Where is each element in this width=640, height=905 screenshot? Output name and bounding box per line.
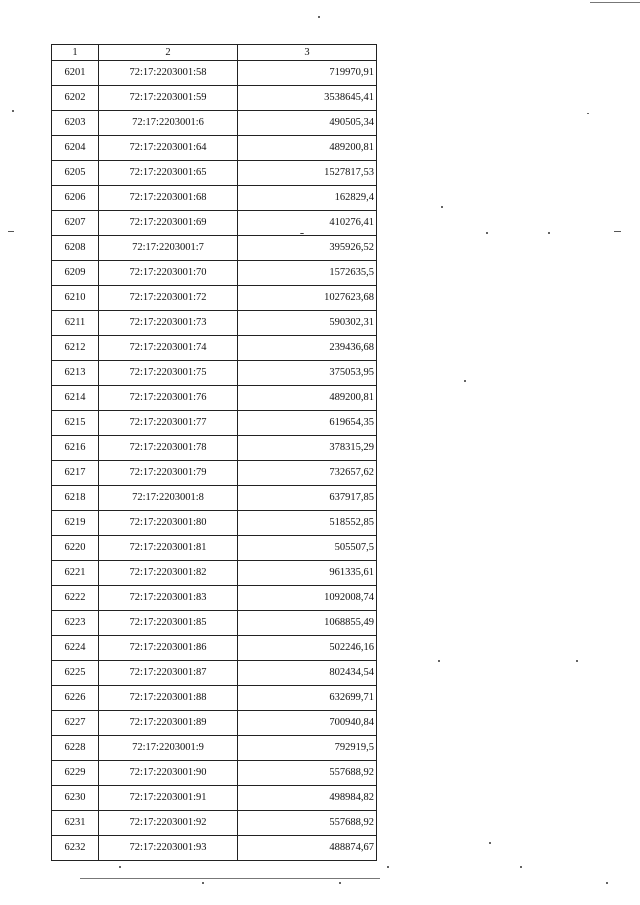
value-cell: 498984,82 [238, 786, 377, 811]
scan-edge-line-bottom [80, 878, 380, 879]
row-number-cell: 6201 [52, 61, 99, 86]
row-number-cell: 6215 [52, 411, 99, 436]
cadastral-number-cell: 72:17:2203001:88 [99, 686, 238, 711]
table-row [52, 161, 377, 186]
cadastral-number-cell: 72:17:2203001:76 [99, 386, 238, 411]
row-number-cell: 6204 [52, 136, 99, 161]
cadastral-number-cell: 72:17:2203001:83 [99, 586, 238, 611]
value-cell: 619654,35 [238, 411, 377, 436]
cadastral-number-cell: 72:17:2203001:9 [99, 736, 238, 761]
table-row [52, 661, 377, 686]
table-row [52, 86, 377, 111]
cadastral-number-cell: 72:17:2203001:59 [99, 86, 238, 111]
cadastral-number-cell: 72:17:2203001:92 [99, 811, 238, 836]
row-number-cell: 6224 [52, 636, 99, 661]
value-cell: 489200,81 [238, 386, 377, 411]
scan-speck [438, 660, 440, 662]
row-number-cell: 6211 [52, 311, 99, 336]
cadastral-number-cell: 72:17:2203001:91 [99, 786, 238, 811]
row-number-cell: 6223 [52, 611, 99, 636]
row-number-cell: 6227 [52, 711, 99, 736]
scan-speck [464, 380, 466, 382]
scan-speck [318, 16, 320, 18]
scan-speck [576, 660, 578, 662]
cadastral-number-cell: 72:17:2203001:6 [99, 111, 238, 136]
table-row [52, 361, 377, 386]
scan-speck [606, 882, 608, 884]
table-row [52, 511, 377, 536]
cadastral-number-cell: 72:17:2203001:85 [99, 611, 238, 636]
scan-speck [441, 206, 443, 208]
row-number-cell: 6203 [52, 111, 99, 136]
row-number-cell: 6206 [52, 186, 99, 211]
value-cell: 239436,68 [238, 336, 377, 361]
value-cell: 792919,5 [238, 736, 377, 761]
row-number-cell: 6217 [52, 461, 99, 486]
row-number-cell: 6220 [52, 536, 99, 561]
value-cell: 590302,31 [238, 311, 377, 336]
cadastral-number-cell: 72:17:2203001:7 [99, 236, 238, 261]
value-cell: 502246,16 [238, 636, 377, 661]
cadastral-number-cell: 72:17:2203001:87 [99, 661, 238, 686]
table-row [52, 411, 377, 436]
row-number-cell: 6213 [52, 361, 99, 386]
value-cell: 488874,67 [238, 836, 377, 861]
row-number-cell: 6216 [52, 436, 99, 461]
row-number-cell: 6212 [52, 336, 99, 361]
value-cell: 1572635,5 [238, 261, 377, 286]
table-row [52, 761, 377, 786]
cadastral-number-cell: 72:17:2203001:74 [99, 336, 238, 361]
value-cell: 632699,71 [238, 686, 377, 711]
row-number-cell: 6222 [52, 586, 99, 611]
table-row [52, 436, 377, 461]
row-number-cell: 6226 [52, 686, 99, 711]
value-cell: 719970,91 [238, 61, 377, 86]
cadastral-number-cell: 72:17:2203001:93 [99, 836, 238, 861]
value-cell: 557688,92 [238, 761, 377, 786]
row-number-cell: 6229 [52, 761, 99, 786]
table-row [52, 536, 377, 561]
value-cell: 518552,85 [238, 511, 377, 536]
value-cell: 505507,5 [238, 536, 377, 561]
row-number-cell: 6202 [52, 86, 99, 111]
row-number-cell: 6214 [52, 386, 99, 411]
value-cell: 378315,29 [238, 436, 377, 461]
value-cell: 700940,84 [238, 711, 377, 736]
table-row [52, 486, 377, 511]
table-row [52, 836, 377, 861]
table-body [52, 61, 377, 861]
row-number-cell: 6210 [52, 286, 99, 311]
value-cell: 410276,41 [238, 211, 377, 236]
value-cell: 489200,81 [238, 136, 377, 161]
table-row [52, 61, 377, 86]
scan-speck [12, 110, 14, 112]
cadastral-number-cell: 72:17:2203001:89 [99, 711, 238, 736]
row-number-cell: 6230 [52, 786, 99, 811]
cadastral-number-cell: 72:17:2203001:77 [99, 411, 238, 436]
table-row [52, 611, 377, 636]
table-row [52, 461, 377, 486]
scan-edge-line-top-right [590, 2, 640, 3]
value-cell: 490505,34 [238, 111, 377, 136]
cadastral-number-cell: 72:17:2203001:75 [99, 361, 238, 386]
value-cell: 375053,95 [238, 361, 377, 386]
scan-mark-right [614, 231, 621, 232]
row-number-cell: 6221 [52, 561, 99, 586]
table-row [52, 236, 377, 261]
row-number-cell: 6231 [52, 811, 99, 836]
column-header: 3 [238, 45, 377, 61]
cadastral-number-cell: 72:17:2203001:69 [99, 211, 238, 236]
value-cell: 3538645,41 [238, 86, 377, 111]
row-number-cell: 6225 [52, 661, 99, 686]
row-number-cell: 6209 [52, 261, 99, 286]
row-number-cell: 6205 [52, 161, 99, 186]
cadastral-number-cell: 72:17:2203001:79 [99, 461, 238, 486]
table-row [52, 811, 377, 836]
table-row [52, 386, 377, 411]
cadastral-number-cell: 72:17:2203001:64 [99, 136, 238, 161]
table-row [52, 586, 377, 611]
table-row [52, 186, 377, 211]
cadastral-number-cell: 72:17:2203001:81 [99, 536, 238, 561]
scan-speck [520, 866, 522, 868]
value-cell: 802434,54 [238, 661, 377, 686]
column-header: 1 [52, 45, 99, 61]
table-row [52, 111, 377, 136]
row-number-cell: 6218 [52, 486, 99, 511]
cadastral-number-cell: 72:17:2203001:72 [99, 286, 238, 311]
scan-speck [339, 882, 341, 884]
cadastral-number-cell: 72:17:2203001:65 [99, 161, 238, 186]
cadastral-number-cell: 72:17:2203001:86 [99, 636, 238, 661]
scan-speck [387, 866, 389, 868]
cadastral-number-cell: 72:17:2203001:8 [99, 486, 238, 511]
table-row [52, 211, 377, 236]
table-row [52, 711, 377, 736]
cadastral-number-cell: 72:17:2203001:90 [99, 761, 238, 786]
scan-speck [486, 232, 488, 234]
table-row [52, 686, 377, 711]
row-number-cell: 6219 [52, 511, 99, 536]
scan-speck [202, 882, 204, 884]
value-cell: 395926,52 [238, 236, 377, 261]
cadastral-number-cell: 72:17:2203001:68 [99, 186, 238, 211]
value-cell: 557688,92 [238, 811, 377, 836]
value-cell: 732657,62 [238, 461, 377, 486]
table-row [52, 561, 377, 586]
table-row [52, 736, 377, 761]
row-number-cell: 6232 [52, 836, 99, 861]
table-row [52, 311, 377, 336]
value-cell: 162829,4 [238, 186, 377, 211]
cadastral-number-cell: 72:17:2203001:78 [99, 436, 238, 461]
value-cell: 637917,85 [238, 486, 377, 511]
value-cell: 1027623,68 [238, 286, 377, 311]
scan-speck [548, 232, 550, 234]
row-number-cell: 6208 [52, 236, 99, 261]
value-cell: 1092008,74 [238, 586, 377, 611]
table-row [52, 261, 377, 286]
table-row [52, 636, 377, 661]
column-header: 2 [99, 45, 238, 61]
table-row [52, 286, 377, 311]
value-cell: 961335,61 [238, 561, 377, 586]
scan-speck [489, 842, 491, 844]
row-number-cell: 6228 [52, 736, 99, 761]
scan-speck [119, 866, 121, 868]
table-header-row [52, 45, 377, 61]
row-number-cell: 6207 [52, 211, 99, 236]
cadastral-number-cell: 72:17:2203001:82 [99, 561, 238, 586]
cadastral-number-cell: 72:17:2203001:70 [99, 261, 238, 286]
cadastral-value-table [51, 44, 377, 861]
table-row [52, 136, 377, 161]
cadastral-number-cell: 72:17:2203001:80 [99, 511, 238, 536]
table-row [52, 786, 377, 811]
scan-speck [587, 113, 589, 114]
value-cell: 1068855,49 [238, 611, 377, 636]
cadastral-number-cell: 72:17:2203001:58 [99, 61, 238, 86]
scan-mark-left [8, 231, 14, 232]
table-row [52, 336, 377, 361]
value-cell: 1527817,53 [238, 161, 377, 186]
cadastral-number-cell: 72:17:2203001:73 [99, 311, 238, 336]
